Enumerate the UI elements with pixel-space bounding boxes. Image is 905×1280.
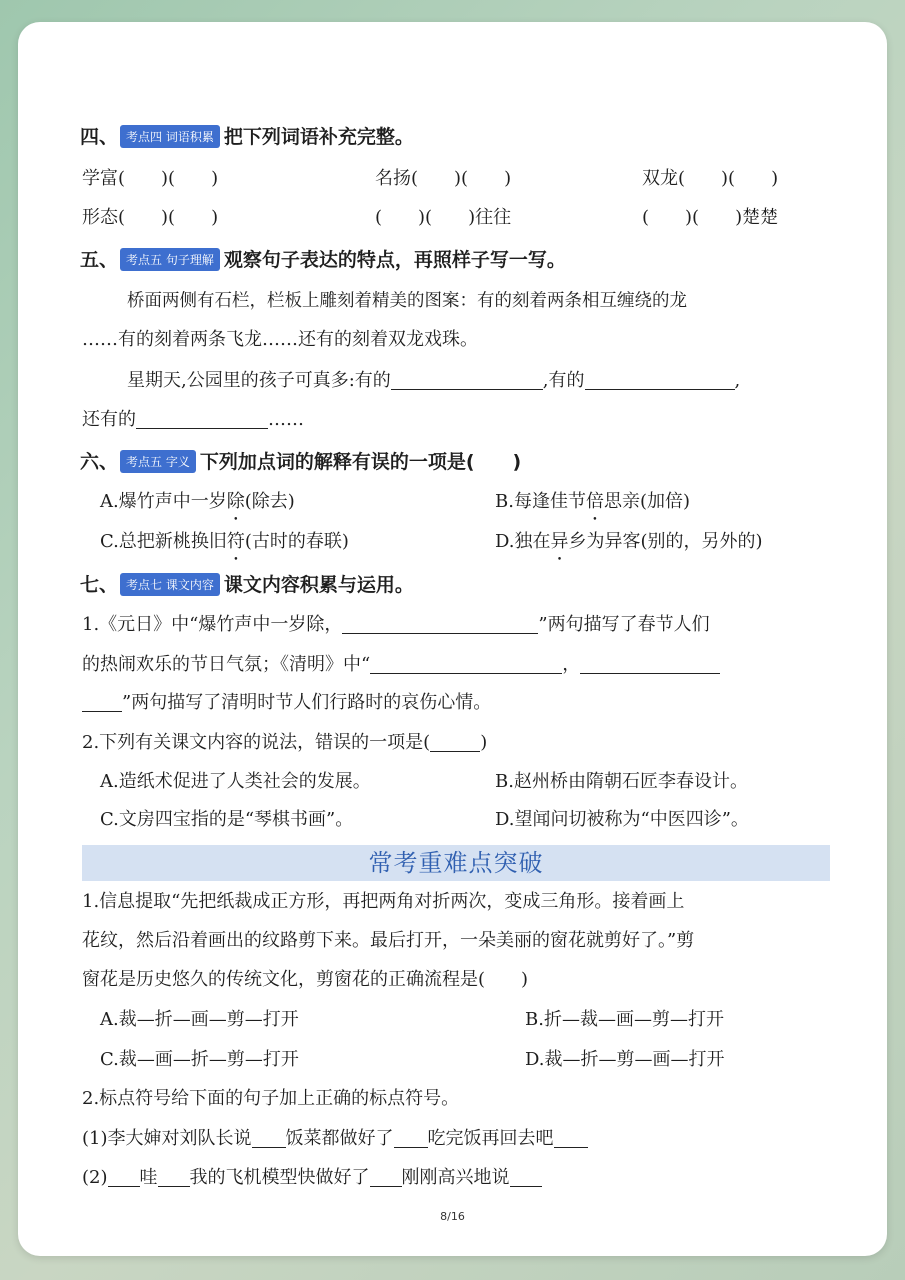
section-number: 五、	[80, 249, 119, 271]
answer-blank[interactable]	[510, 1166, 542, 1187]
answer-blank[interactable]	[580, 653, 720, 674]
topic-tag: 考点五 句子理解	[120, 248, 220, 271]
section-title: 把下列词语补充完整。	[223, 126, 414, 148]
topic-tag: 考点七 课文内容	[120, 573, 220, 596]
answer-blank[interactable]	[136, 408, 268, 429]
section-number: 六、	[80, 451, 119, 473]
example-text: 桥面两侧有石栏，栏板上雕刻着精美的图案：有的刻着两条相互缠绕的龙	[127, 291, 687, 311]
section-5-heading	[80, 245, 566, 272]
exercise-line: 还有的 ……	[82, 409, 304, 430]
section-4-heading	[80, 122, 414, 149]
answer-blank[interactable]	[342, 613, 538, 634]
answer-blank[interactable]	[585, 369, 735, 390]
question-2: 2.下列有关课文内容的说法，错误的一项是( )	[82, 732, 488, 753]
punctuation-sentence-2: (2) 哇 我的飞机模型快做好了 刚刚高兴地说	[82, 1163, 542, 1189]
option-c[interactable]: C.总把新桃换旧符(古时的春联)	[100, 531, 349, 552]
answer-blank[interactable]	[370, 653, 562, 674]
option-a[interactable]: A.爆竹声中一岁除(除去)	[100, 491, 295, 512]
section-banner: 常考重难点突破	[82, 845, 830, 881]
section-title: 课文内容积累与运用。	[223, 574, 414, 596]
answer-blank[interactable]	[108, 1166, 140, 1187]
question-1-line: 的热闹欢乐的节日气氛；《清明》中“ ，	[82, 650, 720, 676]
answer-blank[interactable]	[252, 1127, 286, 1148]
answer-blank[interactable]	[158, 1166, 190, 1187]
section-title: 观察句子表达的特点，再照样子写一写。	[223, 249, 566, 271]
option-b[interactable]: B.折—裁—画—剪—打开	[525, 1009, 724, 1030]
answer-blank[interactable]	[394, 1127, 428, 1148]
answer-blank[interactable]	[430, 731, 480, 752]
exercise-line: 星期天,公园里的孩子可真多:有的 ,有的 ,	[127, 370, 741, 391]
section-number: 七、	[80, 574, 119, 596]
option-d[interactable]: D.独在异乡为异客(别的，另外的)	[495, 531, 763, 552]
question-1-line: ”两句描写了清明时节人们行路时的哀伤心情。	[82, 688, 491, 714]
word-item: 学富( )( )	[82, 168, 219, 189]
word-item: 名扬( )( )	[375, 168, 512, 189]
section-7-heading	[80, 570, 414, 597]
punctuation-sentence-1: (1)李大婶对刘队长说 饭菜都做好了 吃完饭再回去吧	[82, 1124, 588, 1150]
word-item: ( )( )楚楚	[642, 207, 779, 228]
answer-blank[interactable]	[554, 1127, 588, 1148]
option-c[interactable]: C.裁—画—折—剪—打开	[100, 1049, 299, 1070]
answer-blank[interactable]	[391, 369, 543, 390]
topic-tag: 考点四 词语积累	[120, 125, 220, 148]
word-item: 形态( )( )	[82, 207, 219, 228]
punctuation-question: 2.标点符号给下面的句子加上正确的标点符号。	[82, 1088, 460, 1109]
info-question-text: 花纹，然后沿着画出的纹路剪下来。最后打开，一朵美丽的窗花就剪好了。”剪	[82, 930, 695, 951]
info-question-text: 窗花是历史悠久的传统文化，剪窗花的正确流程是( )	[82, 969, 529, 990]
section-number: 四、	[80, 126, 119, 148]
option-b[interactable]: B.每逢佳节倍思亲(加倍)	[495, 491, 690, 512]
answer-blank[interactable]	[82, 691, 122, 712]
page-number: 8/16	[440, 1210, 465, 1223]
answer-blank[interactable]	[370, 1166, 402, 1187]
word-item: 双龙( )( )	[642, 168, 779, 189]
topic-tag: 考点五 字义	[120, 450, 196, 473]
option-a[interactable]: A.裁—折—画—剪—打开	[100, 1009, 299, 1030]
option-b[interactable]: B.赵州桥由隋朝石匠李春设计。	[495, 771, 748, 792]
word-item: ( )( )往往	[375, 207, 512, 228]
section-6-heading	[80, 447, 521, 474]
question-1-line: 1.《元日》中“爆竹声中一岁除， ”两句描写了春节人们	[82, 614, 710, 635]
option-a[interactable]: A.造纸术促进了人类社会的发展。	[100, 771, 371, 792]
option-c[interactable]: C.文房四宝指的是“琴棋书画”。	[100, 809, 354, 830]
option-d[interactable]: D.裁—折—剪—画—打开	[525, 1049, 725, 1070]
section-title: 下列加点词的解释有误的一项是( )	[199, 451, 522, 473]
info-question-text: 1.信息提取“先把纸裁成正方形，再把两角对折两次，变成三角形。接着画上	[82, 891, 685, 912]
example-text: ……有的刻着两条飞龙……还有的刻着双龙戏珠。	[82, 329, 478, 350]
option-d[interactable]: D.望闻问切被称为“中医四诊”。	[495, 809, 749, 830]
